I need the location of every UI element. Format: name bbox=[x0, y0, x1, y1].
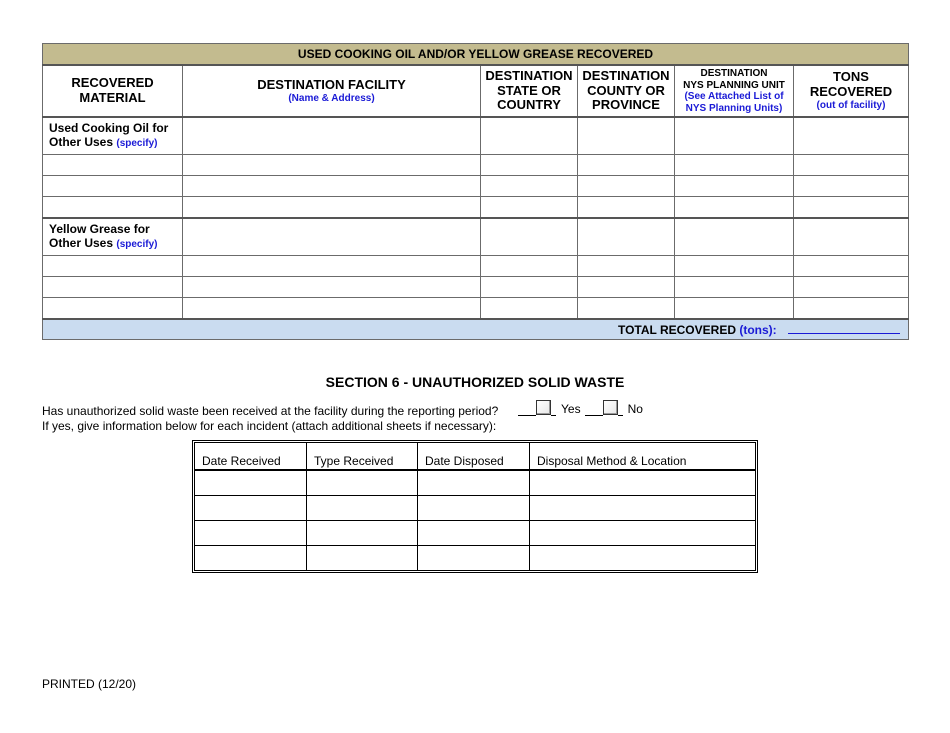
facility-cell[interactable] bbox=[183, 176, 481, 197]
state-cell[interactable] bbox=[481, 277, 578, 298]
facility-cell[interactable] bbox=[183, 298, 481, 320]
facility-cell[interactable] bbox=[183, 197, 481, 219]
unauthorized-waste-question: Has unauthorized solid waste been received at the facility during the reporting period? bbox=[42, 404, 499, 418]
total-row bbox=[43, 319, 909, 340]
blank-line bbox=[618, 401, 623, 416]
table-row bbox=[195, 496, 755, 521]
table-row bbox=[43, 117, 909, 155]
planning-unit-cell[interactable] bbox=[675, 298, 794, 320]
incident-instruction: If yes, give information below for each incident (attach additional sheets if necessary): bbox=[42, 419, 497, 433]
header-destination-facility bbox=[183, 65, 481, 117]
printed-date: PRINTED (12/20) bbox=[42, 677, 137, 691]
date-received-cell[interactable] bbox=[195, 496, 307, 521]
disposal-method-cell[interactable] bbox=[530, 521, 755, 546]
blank-line bbox=[518, 401, 536, 416]
date-received-cell[interactable] bbox=[195, 546, 307, 570]
header-text: NYS PLANNING UNIT bbox=[683, 79, 785, 91]
table-row bbox=[43, 256, 909, 277]
type-received-cell[interactable] bbox=[307, 496, 418, 521]
yes-label: Yes bbox=[561, 402, 581, 416]
specify-note: (specify) bbox=[116, 239, 158, 251]
total-recovered-field[interactable] bbox=[788, 323, 900, 334]
type-received-cell[interactable] bbox=[307, 546, 418, 570]
no-checkbox[interactable] bbox=[603, 400, 618, 415]
type-received-cell[interactable] bbox=[307, 521, 418, 546]
total-label: TOTAL RECOVERED bbox=[617, 322, 736, 337]
header-text: DESTINATION bbox=[700, 68, 768, 79]
blank-line bbox=[585, 401, 603, 416]
table-row bbox=[43, 218, 909, 256]
tons-cell[interactable] bbox=[794, 218, 909, 256]
header-text: RECOVERED bbox=[809, 84, 893, 100]
state-cell[interactable] bbox=[481, 298, 578, 320]
header-text: PROVINCE bbox=[592, 97, 660, 113]
table-row bbox=[43, 197, 909, 219]
tons-cell[interactable] bbox=[794, 256, 909, 277]
county-cell[interactable] bbox=[578, 117, 675, 155]
county-cell[interactable] bbox=[578, 256, 675, 277]
tons-cell[interactable] bbox=[794, 117, 909, 155]
header-planning-unit bbox=[675, 65, 794, 117]
planning-unit-cell[interactable] bbox=[675, 176, 794, 197]
header-text: DESTINATION bbox=[485, 67, 573, 83]
planning-unit-cell[interactable] bbox=[675, 197, 794, 219]
header-destination-county bbox=[578, 65, 675, 117]
table-row bbox=[43, 176, 909, 197]
county-cell[interactable] bbox=[578, 155, 675, 176]
incident-table bbox=[192, 440, 758, 573]
state-cell[interactable] bbox=[481, 197, 578, 219]
table-row bbox=[43, 298, 909, 320]
date-disposed-cell[interactable] bbox=[418, 546, 530, 570]
county-cell[interactable] bbox=[578, 197, 675, 219]
header-text: COUNTRY bbox=[497, 97, 561, 113]
date-disposed-cell[interactable] bbox=[418, 496, 530, 521]
table-row bbox=[195, 521, 755, 546]
header-date-disposed: Date Disposed bbox=[418, 443, 530, 471]
blank-line bbox=[551, 401, 556, 416]
material-cell[interactable] bbox=[43, 256, 183, 277]
yes-no-options bbox=[518, 400, 647, 416]
header-subtext: NYS Planning Units) bbox=[685, 102, 783, 114]
header-text: COUNTY OR bbox=[587, 82, 665, 98]
county-cell[interactable] bbox=[578, 277, 675, 298]
facility-cell[interactable] bbox=[183, 117, 481, 155]
table-title: USED COOKING OIL AND/OR YELLOW GREASE RECOVERED bbox=[43, 44, 909, 66]
category-label-used-cooking-oil bbox=[43, 117, 183, 155]
category-text: Used Cooking Oil for bbox=[49, 121, 169, 135]
tons-cell[interactable] bbox=[794, 197, 909, 219]
yes-checkbox[interactable] bbox=[536, 400, 551, 415]
planning-unit-cell[interactable] bbox=[675, 117, 794, 155]
table-row bbox=[43, 277, 909, 298]
date-disposed-cell[interactable] bbox=[418, 471, 530, 496]
county-cell[interactable] bbox=[578, 176, 675, 197]
total-recovered-cell bbox=[43, 319, 909, 340]
table-row bbox=[195, 546, 755, 570]
total-unit: (tons): bbox=[739, 322, 777, 337]
tons-cell[interactable] bbox=[794, 176, 909, 197]
header-recovered-material bbox=[43, 65, 183, 117]
header-text: RECOVERED bbox=[71, 75, 154, 91]
header-text: MATERIAL bbox=[79, 90, 146, 105]
category-text: Other Uses bbox=[49, 236, 114, 251]
date-received-cell[interactable] bbox=[195, 521, 307, 546]
facility-cell[interactable] bbox=[183, 277, 481, 298]
no-label: No bbox=[627, 402, 643, 416]
header-text: DESTINATION FACILITY bbox=[257, 76, 406, 92]
state-cell[interactable] bbox=[481, 256, 578, 277]
tons-cell[interactable] bbox=[794, 277, 909, 298]
disposal-method-cell[interactable] bbox=[530, 471, 755, 496]
material-cell[interactable] bbox=[43, 197, 183, 219]
header-subtext: (See Attached List of bbox=[684, 91, 784, 102]
type-received-cell[interactable] bbox=[307, 471, 418, 496]
county-cell[interactable] bbox=[578, 298, 675, 320]
header-date-received: Date Received bbox=[195, 443, 307, 471]
header-subtext: (out of facility) bbox=[816, 100, 886, 112]
category-text: Other Uses bbox=[49, 135, 114, 150]
material-cell[interactable] bbox=[43, 277, 183, 298]
table-row bbox=[43, 155, 909, 176]
category-label-yellow-grease bbox=[43, 218, 183, 256]
planning-unit-cell[interactable] bbox=[675, 218, 794, 256]
planning-unit-cell[interactable] bbox=[675, 155, 794, 176]
date-disposed-cell[interactable] bbox=[418, 521, 530, 546]
table-row bbox=[195, 471, 755, 496]
incident-header-row bbox=[195, 443, 755, 471]
header-text: DESTINATION bbox=[582, 67, 670, 83]
tons-cell[interactable] bbox=[794, 155, 909, 176]
header-destination-state bbox=[481, 65, 578, 117]
header-disposal-method: Disposal Method & Location bbox=[530, 443, 755, 471]
disposal-method-cell[interactable] bbox=[530, 496, 755, 521]
date-received-cell[interactable] bbox=[195, 471, 307, 496]
material-cell[interactable] bbox=[43, 298, 183, 320]
state-cell[interactable] bbox=[481, 117, 578, 155]
disposal-method-cell[interactable] bbox=[530, 546, 755, 570]
planning-unit-cell[interactable] bbox=[675, 256, 794, 277]
state-cell[interactable] bbox=[481, 176, 578, 197]
header-text: TONS bbox=[833, 69, 869, 85]
county-cell[interactable] bbox=[578, 218, 675, 256]
header-text: STATE OR bbox=[497, 82, 561, 98]
state-cell[interactable] bbox=[481, 155, 578, 176]
tons-cell[interactable] bbox=[794, 298, 909, 320]
header-type-received: Type Received bbox=[307, 443, 418, 471]
state-cell[interactable] bbox=[481, 218, 578, 256]
facility-cell[interactable] bbox=[183, 155, 481, 176]
facility-cell[interactable] bbox=[183, 256, 481, 277]
header-tons-recovered bbox=[794, 65, 909, 117]
header-subtext: (Name & Address) bbox=[288, 92, 375, 104]
recovered-material-table bbox=[42, 43, 909, 340]
facility-cell[interactable] bbox=[183, 218, 481, 256]
planning-unit-cell[interactable] bbox=[675, 277, 794, 298]
material-cell[interactable] bbox=[43, 176, 183, 197]
section-6-title: SECTION 6 - UNAUTHORIZED SOLID WASTE bbox=[325, 374, 625, 390]
specify-note: (specify) bbox=[116, 138, 158, 150]
category-text: Yellow Grease for bbox=[49, 222, 150, 236]
material-cell[interactable] bbox=[43, 155, 183, 176]
